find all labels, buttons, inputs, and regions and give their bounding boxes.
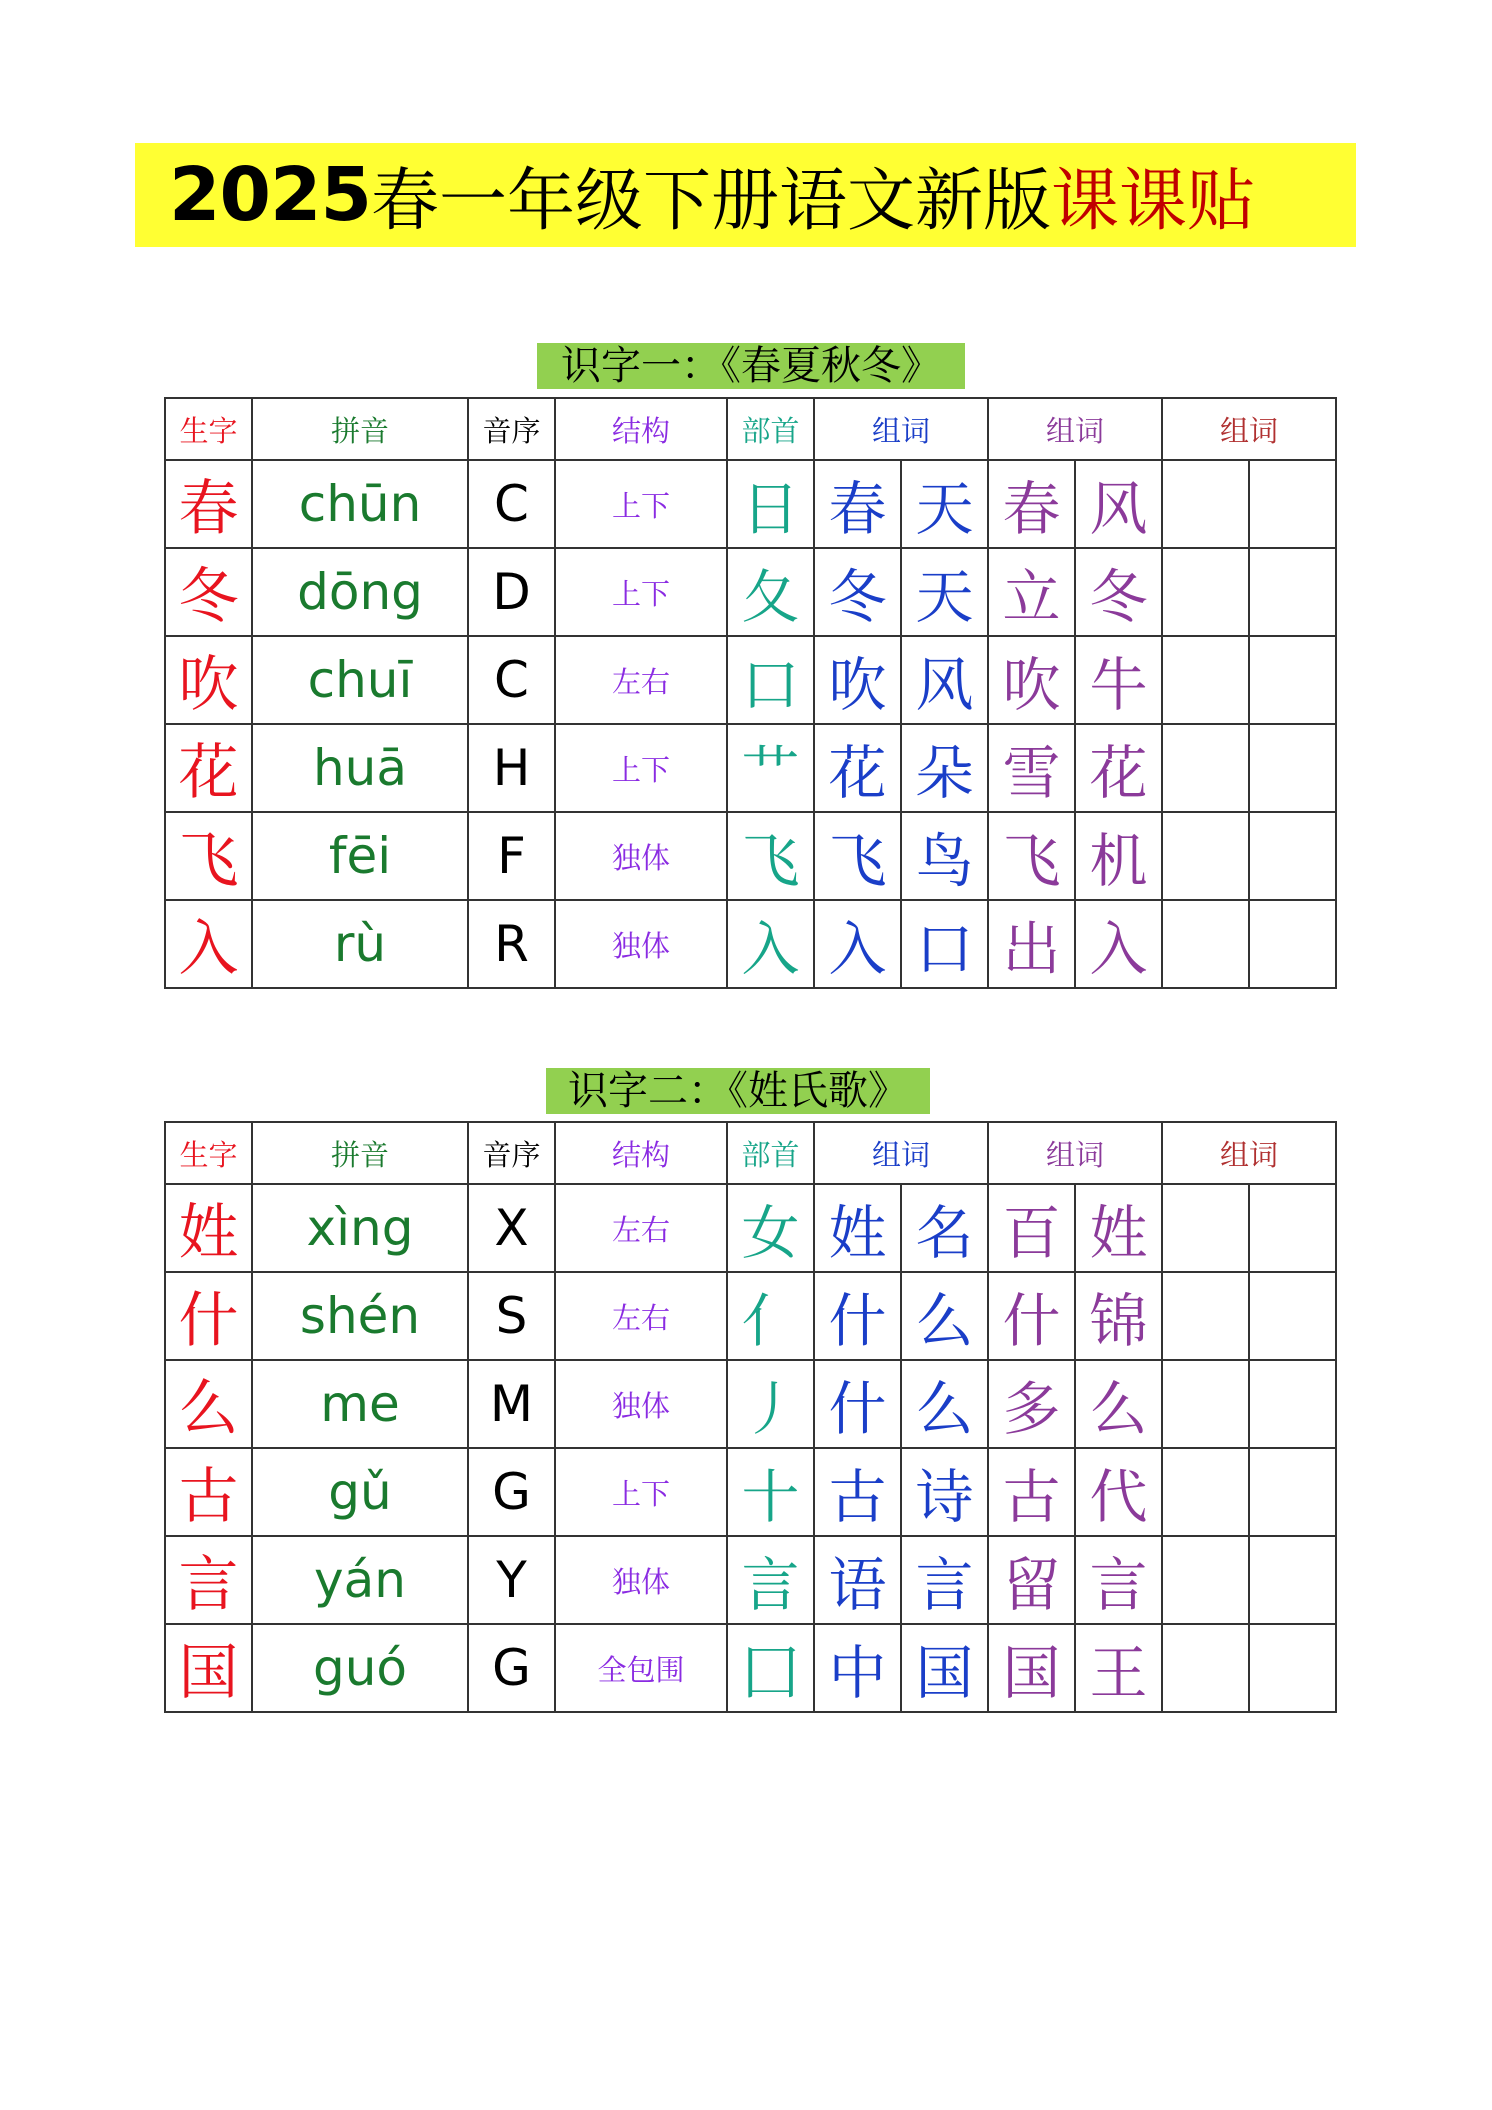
word2-char-cell: 代 [1075,1448,1162,1536]
radical-cell: 日 [727,460,814,548]
order-cell: M [468,1360,555,1448]
pinyin-cell: me [252,1360,468,1448]
word1-char-cell: 姓 [814,1184,901,1272]
word1-char-cell: 吹 [814,636,901,724]
word1-char-cell: 中 [814,1624,901,1712]
table-row [165,812,1336,900]
empty-word-cell [1249,636,1336,724]
title-main: 春一年级下册语文新版 [370,161,1051,241]
word2-char-cell: 国 [988,1624,1075,1712]
word2-char-cell: 花 [1075,724,1162,812]
word1-char-cell: 国 [901,1624,988,1712]
pinyin-cell: huā [252,724,468,812]
radical-cell: 言 [727,1536,814,1624]
word1-char-cell: 入 [814,900,901,988]
empty-word-cell [1162,1272,1249,1360]
char-cell: 言 [165,1536,252,1624]
section-title: 识字一：《春夏秋冬》 [537,343,965,389]
empty-word-cell [1249,1272,1336,1360]
char-cell: 花 [165,724,252,812]
header-radical: 部首 [727,398,814,460]
radical-cell: 亻 [727,1272,814,1360]
char-cell: 姓 [165,1184,252,1272]
word2-char-cell: 春 [988,460,1075,548]
table-row [165,900,1336,988]
word2-char-cell: 风 [1075,460,1162,548]
pinyin-cell: shén [252,1272,468,1360]
word2-char-cell: 立 [988,548,1075,636]
order-cell: R [468,900,555,988]
word1-char-cell: 天 [901,548,988,636]
table-row [165,1272,1336,1360]
table-row [165,460,1336,548]
char-cell: 冬 [165,548,252,636]
pinyin-cell: rù [252,900,468,988]
header-pinyin: 拼音 [252,1122,468,1184]
word1-char-cell: 什 [814,1360,901,1448]
order-cell: S [468,1272,555,1360]
radical-cell: 女 [727,1184,814,1272]
structure-cell: 左右 [555,1272,727,1360]
word2-char-cell: 入 [1075,900,1162,988]
word1-char-cell: 言 [901,1536,988,1624]
word2-char-cell: 机 [1075,812,1162,900]
order-cell: Y [468,1536,555,1624]
page-title [135,143,1356,247]
word2-char-cell: 什 [988,1272,1075,1360]
table-row [165,548,1336,636]
pinyin-cell: gǔ [252,1448,468,1536]
empty-word-cell [1249,1448,1336,1536]
word2-char-cell: 古 [988,1448,1075,1536]
order-cell: X [468,1184,555,1272]
empty-word-cell [1249,1536,1336,1624]
section-title: 识字二：《姓氏歌》 [546,1068,930,1114]
structure-cell: 独体 [555,812,727,900]
structure-cell: 全包围 [555,1624,727,1712]
pinyin-cell: xìng [252,1184,468,1272]
header-char: 生字 [165,398,252,460]
radical-cell: 十 [727,1448,814,1536]
empty-word-cell [1249,724,1336,812]
word2-char-cell: 飞 [988,812,1075,900]
structure-cell: 左右 [555,1184,727,1272]
empty-word-cell [1249,1624,1336,1712]
empty-word-cell [1249,900,1336,988]
header-char: 生字 [165,1122,252,1184]
word2-char-cell: 锦 [1075,1272,1162,1360]
word1-char-cell: 古 [814,1448,901,1536]
pinyin-cell: chuī [252,636,468,724]
table-row [165,1184,1336,1272]
radical-cell: 丿 [727,1360,814,1448]
table-header-row [165,398,1336,460]
empty-word-cell [1162,724,1249,812]
empty-word-cell [1162,1184,1249,1272]
order-cell: G [468,1448,555,1536]
radical-cell: 艹 [727,724,814,812]
word2-char-cell: 姓 [1075,1184,1162,1272]
structure-cell: 上下 [555,724,727,812]
empty-word-cell [1162,636,1249,724]
word1-char-cell: 什 [814,1272,901,1360]
empty-word-cell [1249,1360,1336,1448]
order-cell: G [468,1624,555,1712]
structure-cell: 独体 [555,1360,727,1448]
word1-char-cell: 诗 [901,1448,988,1536]
word2-char-cell: 出 [988,900,1075,988]
word2-char-cell: 么 [1075,1360,1162,1448]
header-order: 音序 [468,1122,555,1184]
word1-char-cell: 朵 [901,724,988,812]
pinyin-cell: dōng [252,548,468,636]
empty-word-cell [1162,460,1249,548]
empty-word-cell [1162,812,1249,900]
char-cell: 么 [165,1360,252,1448]
word1-char-cell: 飞 [814,812,901,900]
title-accent: 课课贴 [1050,161,1255,241]
char-cell: 飞 [165,812,252,900]
pinyin-cell: guó [252,1624,468,1712]
order-cell: C [468,460,555,548]
header-pinyin: 拼音 [252,398,468,460]
empty-word-cell [1249,1184,1336,1272]
pinyin-cell: yán [252,1536,468,1624]
char-cell: 国 [165,1624,252,1712]
header-order: 音序 [468,398,555,460]
empty-word-cell [1162,1624,1249,1712]
word1-char-cell: 天 [901,460,988,548]
radical-cell: 口 [727,636,814,724]
table-row [165,1448,1336,1536]
structure-cell: 上下 [555,548,727,636]
char-cell: 春 [165,460,252,548]
word1-char-cell: 么 [901,1272,988,1360]
empty-word-cell [1162,548,1249,636]
table-header-row [165,1122,1336,1184]
header-words2: 组词 [988,1122,1162,1184]
word2-char-cell: 百 [988,1184,1075,1272]
header-words1: 组词 [814,1122,988,1184]
word2-char-cell: 王 [1075,1624,1162,1712]
empty-word-cell [1162,1448,1249,1536]
empty-word-cell [1249,460,1336,548]
word1-char-cell: 口 [901,900,988,988]
word1-char-cell: 名 [901,1184,988,1272]
char-cell: 吹 [165,636,252,724]
empty-word-cell [1249,812,1336,900]
character-table [164,1121,1337,1713]
structure-cell: 独体 [555,1536,727,1624]
radical-cell: 入 [727,900,814,988]
header-radical: 部首 [727,1122,814,1184]
header-words1: 组词 [814,398,988,460]
empty-word-cell [1249,548,1336,636]
table-row [165,1624,1336,1712]
character-table [164,397,1337,989]
header-words3: 组词 [1162,398,1336,460]
word2-char-cell: 吹 [988,636,1075,724]
empty-word-cell [1162,1360,1249,1448]
radical-cell: 夂 [727,548,814,636]
order-cell: H [468,724,555,812]
word1-char-cell: 冬 [814,548,901,636]
char-cell: 什 [165,1272,252,1360]
header-structure: 结构 [555,398,727,460]
table-row [165,1360,1336,1448]
radical-cell: 飞 [727,812,814,900]
word1-char-cell: 鸟 [901,812,988,900]
word2-char-cell: 冬 [1075,548,1162,636]
pinyin-cell: fēi [252,812,468,900]
header-structure: 结构 [555,1122,727,1184]
word2-char-cell: 留 [988,1536,1075,1624]
table-row [165,724,1336,812]
char-cell: 古 [165,1448,252,1536]
word2-char-cell: 牛 [1075,636,1162,724]
word1-char-cell: 风 [901,636,988,724]
structure-cell: 左右 [555,636,727,724]
table-row [165,1536,1336,1624]
order-cell: C [468,636,555,724]
title-year: 2025 [169,152,371,238]
structure-cell: 上下 [555,1448,727,1536]
pinyin-cell: chūn [252,460,468,548]
structure-cell: 上下 [555,460,727,548]
order-cell: F [468,812,555,900]
empty-word-cell [1162,900,1249,988]
order-cell: D [468,548,555,636]
structure-cell: 独体 [555,900,727,988]
word2-char-cell: 多 [988,1360,1075,1448]
header-words2: 组词 [988,398,1162,460]
word1-char-cell: 花 [814,724,901,812]
word2-char-cell: 言 [1075,1536,1162,1624]
char-cell: 入 [165,900,252,988]
empty-word-cell [1162,1536,1249,1624]
table-row [165,636,1336,724]
word1-char-cell: 春 [814,460,901,548]
word1-char-cell: 么 [901,1360,988,1448]
word2-char-cell: 雪 [988,724,1075,812]
radical-cell: 囗 [727,1624,814,1712]
word1-char-cell: 语 [814,1536,901,1624]
header-words3: 组词 [1162,1122,1336,1184]
